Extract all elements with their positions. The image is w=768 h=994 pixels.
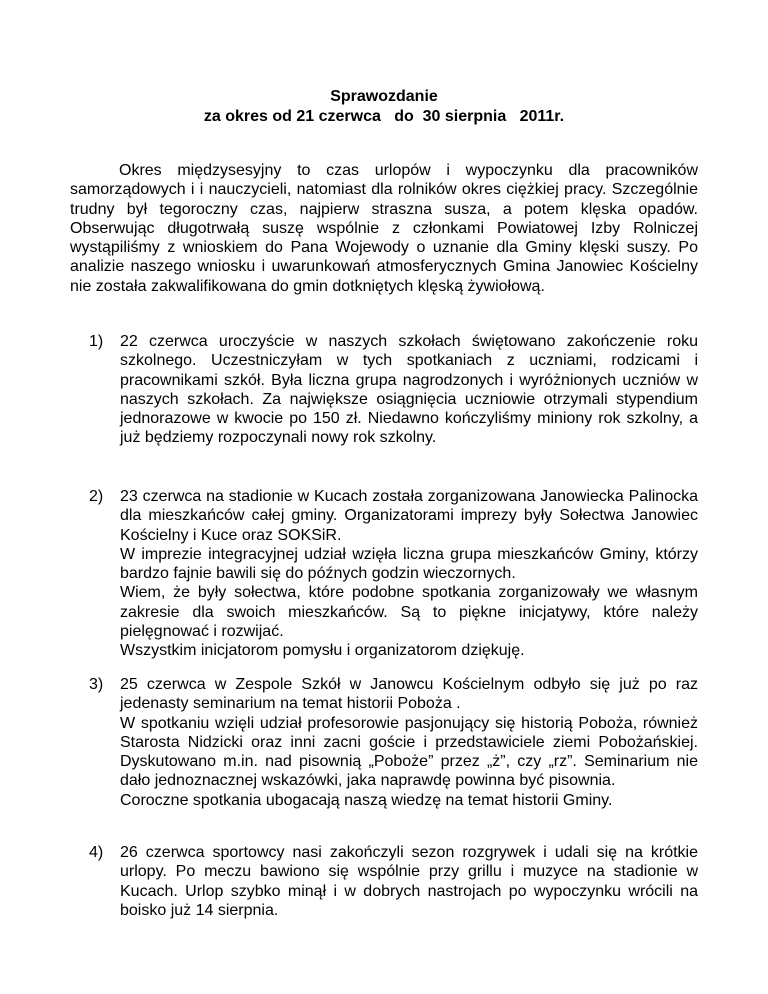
list-item-number: 4) bbox=[89, 844, 104, 861]
list-item-text bbox=[120, 487, 698, 661]
title-line-2: za okres od 21 czerwca do 30 sierpnia 2011r. bbox=[203, 108, 565, 125]
title-line-1: Sprawozdanie bbox=[330, 88, 438, 105]
intro-paragraph: Okres międzysesyjny to czas urlopów i wypoczynku dla pracowników samorządowych i i nauczycieli, natomiast dla rolników okres ciężkiej pracy. Szczególnie trudny był tegoroczny czas, najpierw straszna susza, a potem klęska opadów. Obserwując długotrwałą suszę wspólnie z członkami Powiatowej Izby Rolniczej wystąpiliśmy z wnioskiem do Pana Wojewody o uznanie dla Gminy klęski suszy. Po analizie naszego wniosku i uwarunkowań atmosferycznych Gmina Janowiec Kościelny nie została zakwalifikowana do gmin dotkniętych klęską żywiołową. bbox=[70, 162, 698, 295]
list-item-paragraph: W spotkaniu wzięli udział profesorowie pasjonujący się historią Poboża, również Starosta Nidzicki oraz inni zacni goście i przedstawiciele ziemi Pobożańskiej. Dyskutowano m.in. nad pisownią „Poboże” przez „ż”, czy „rz”. Seminarium nie dało jednoznacznej wskazówki, jaka naprawdę powinna być pisownia. bbox=[120, 714, 698, 790]
list-item-number: 2) bbox=[89, 488, 104, 505]
list-item-paragraph: W imprezie integracyjnej udział wzięła liczna grupa mieszkańców Gminy, którzy bardzo fajnie bawili się do późnych godzin wieczornych. bbox=[120, 545, 698, 583]
list-item-paragraph: 22 czerwca uroczyście w naszych szkołach świętowano zakończenie roku szkolnego. Uczestniczyłam w tych spotkaniach z uczniami, rodzicami i pracownikami szkół. Była liczna grupa nagrodzonych i wyróżnionych uczniów w naszych szkołach. Za największe osiągnięcia uczniowie otrzymali stypendium jednorazowe w kwocie po 150 zł. Niedawno kończyliśmy miniony rok szkolny, a już będziemy rozpoczynali nowy rok szkolny. bbox=[120, 333, 698, 447]
document-title bbox=[0, 87, 768, 127]
list-item-paragraph: 26 czerwca sportowcy nasi zakończyli sezon rozgrywek i udali się na krótkie urlopy. Po meczu bawiono się wspólnie przy grillu i muzyce na stadionie w Kucach. Urlop szybko minął i w dobrych nastrojach po wypoczynku wrócili na boisko już 14 sierpnia. bbox=[120, 844, 698, 919]
list-item-text bbox=[120, 843, 698, 920]
list-item-paragraph: Wszystkim inicjatorom pomysłu i organizatorom dziękuję. bbox=[120, 642, 525, 660]
list-item-paragraph: Coroczne spotkania ubogacają naszą wiedzę na temat historii Gminy. bbox=[120, 791, 613, 809]
list-item-text bbox=[120, 675, 698, 810]
list-item-paragraph: Wiem, że były sołectwa, które podobne spotkania zorganizowały we własnym zakresie dla swoich mieszkańców. Są to piękne inicjatywy, które należy pielęgnować i rozwijać. bbox=[120, 584, 698, 641]
list-item-text bbox=[120, 332, 698, 448]
list-item-paragraph: 23 czerwca na stadionie w Kucach została zorganizowana Janowiecka Palinocka dla mieszkańców całej gminy. Organizatorami imprezy były Sołectwa Janowiec Kościelny i Kuce oraz SOKSiR. bbox=[120, 488, 698, 544]
list-item-number: 3) bbox=[89, 676, 104, 693]
list-item-number: 1) bbox=[89, 333, 104, 350]
list-item-paragraph: 25 czerwca w Zespole Szkół w Janowcu Kościelnym odbyło się już po raz jedenasty seminarium na temat historii Pobożа . bbox=[120, 676, 698, 713]
